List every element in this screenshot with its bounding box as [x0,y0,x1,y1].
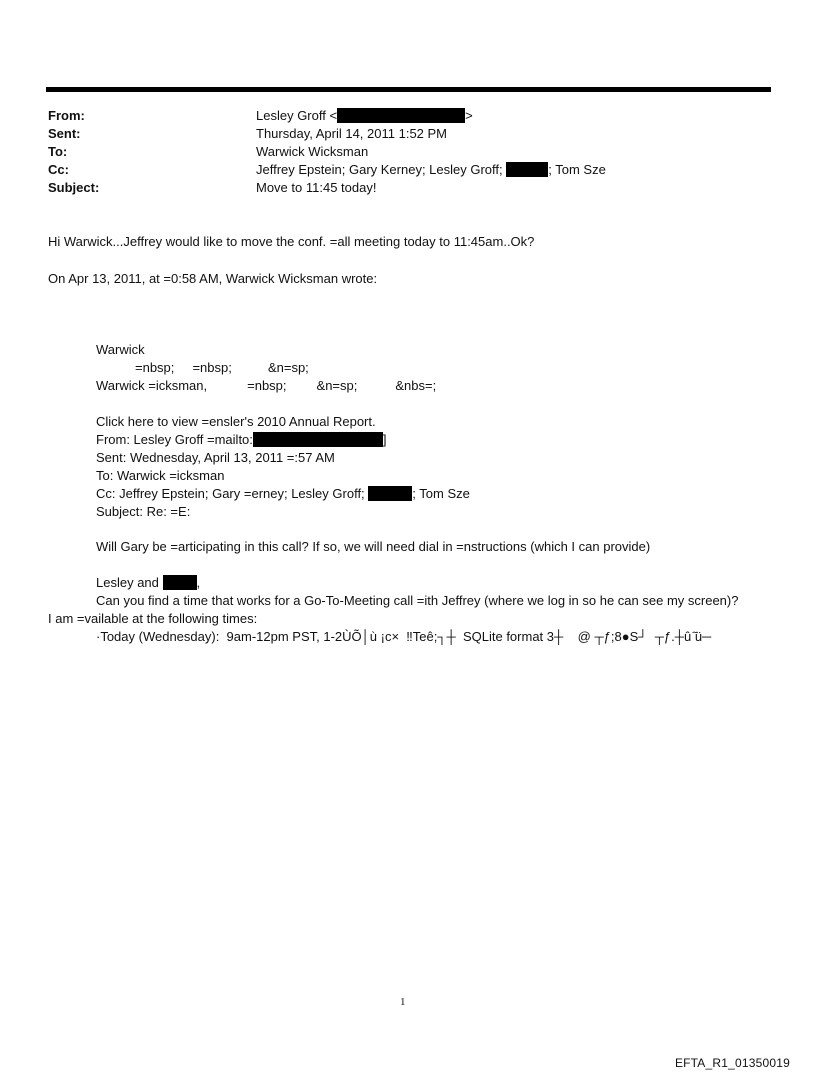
sent-label: Sent: [48,126,81,141]
quoted-today: ·Today (Wednesday): 9am-12pm PST, 1-2ÙÕ│ù ¡c× ‼Teê;┐┼ SQLite format 3┼ @ ┬ƒ;8●S┘ ┬ƒ.┼û ᷉ü─ [96,629,712,644]
quoted-from-text: From: Lesley Groff =mailto: [96,432,253,447]
from-row [48,107,768,125]
signature-nbsp-row: =nbsp; =nbsp; &n=sp; [135,360,309,375]
sig-part: =nbsp; [247,378,287,393]
subject-label: Subject: [48,180,100,195]
from-name: Lesley Groff < [256,108,338,123]
cc-value-b: ; Tom Sze [548,162,606,177]
to-row [48,143,768,161]
cc-value-a: Jeffrey Epstein; Gary Kerney; Lesley Groff; [256,162,503,177]
cc-value [256,161,606,179]
quoted-greeting [96,574,200,592]
greeting-comma: , [196,575,201,590]
quoted-from [96,431,387,449]
sig-part: &nbs=; [395,378,437,393]
quoted-to: To: Warwick =icksman [96,468,225,483]
to-value: Warwick Wicksman [256,144,369,159]
sig-part: Warwick =icksman, [96,378,208,393]
redaction-block [163,575,197,590]
redaction-block [337,108,465,123]
redaction-block [253,432,383,447]
page-number: 1 [400,996,406,1008]
to-label: To: [48,144,68,159]
quoted-cc-a: Cc: Jeffrey Epstein; Gary =erney; Lesley Groff; [96,486,365,501]
redaction-block [506,162,548,177]
quoted-subject: Subject: Re: =E: [96,504,191,519]
from-close: > [465,108,473,123]
document-id: EFTA_R1_01350019 [674,1056,790,1070]
email-header [48,107,768,197]
body-line: On Apr 13, 2011, at =0:58 AM, Warwick Wicksman wrote: [48,271,378,286]
quoted-will-gary: Will Gary be =articipating in this call? If so, we will need dial in =nstructions (which I can provide) [96,539,651,554]
header-rule [46,87,771,92]
sig-part: &n=sp; [316,378,358,393]
signature-full-row [96,377,436,395]
from-value [256,107,473,125]
cc-label: Cc: [48,162,69,177]
subject-value: Move to 11:45 today! [256,180,377,195]
signature-name: Warwick [96,342,145,357]
quoted-from-close: ] [382,432,387,447]
body-line: Hi Warwick...Jeffrey would like to move the conf. =all meeting today to 11:45am..Ok? [48,234,535,249]
quoted-i-am: I am =vailable at the following times: [48,611,258,626]
quoted-can-you: Can you find a time that works for a Go-To-Meeting call =ith Jeffrey (where we log in so he can see my screen)? [96,593,739,608]
click-here-link[interactable]: Click here to view =ensler's 2010 Annual Report. [96,414,376,429]
cc-row [48,161,768,179]
sent-value: Thursday, April 14, 2011 1:52 PM [256,126,448,141]
quoted-cc-b: ; Tom Sze [412,486,470,501]
from-label: From: [48,108,85,123]
quoted-sent: Sent: Wednesday, April 13, 2011 =:57 AM [96,450,335,465]
greeting-text: Lesley and [96,575,159,590]
subject-row [48,179,768,197]
sent-row [48,125,768,143]
redaction-block [368,486,412,501]
quoted-cc [96,485,470,503]
